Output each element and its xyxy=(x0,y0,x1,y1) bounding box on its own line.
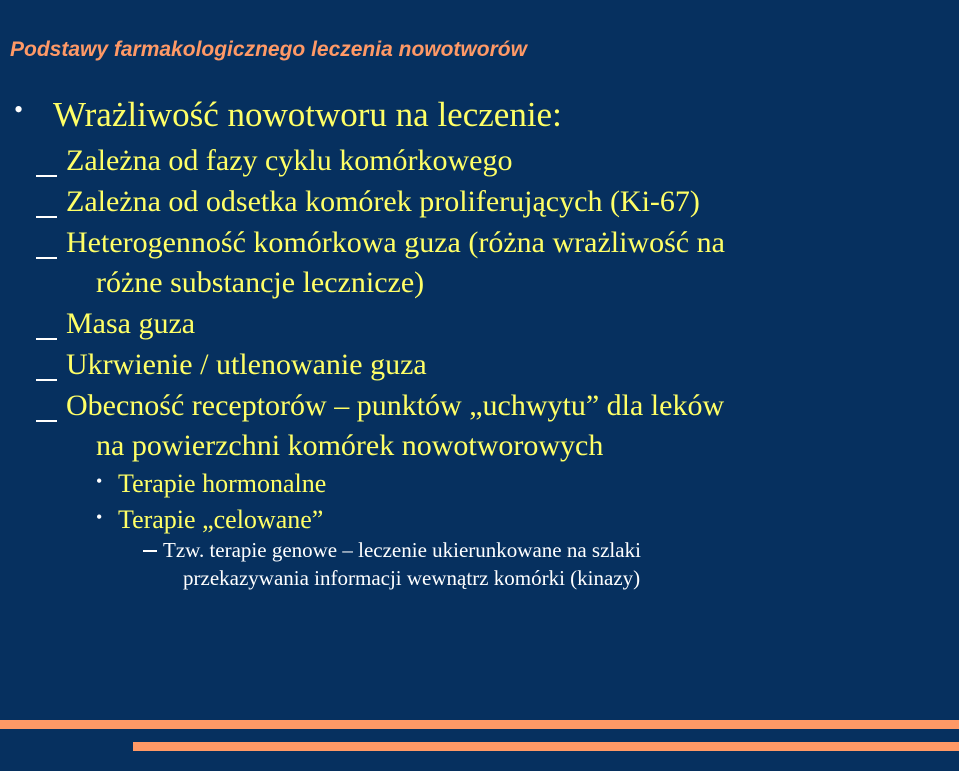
bullet-icon: • xyxy=(96,507,103,527)
list-item: Ukrwienie / utlenowanie guza xyxy=(66,348,427,381)
sub-item: Terapie hormonalne xyxy=(118,469,327,498)
decorative-bar-top xyxy=(0,720,959,729)
dash-icon xyxy=(36,257,57,259)
slide-title: Podstawy farmakologicznego leczenia nowotworów xyxy=(10,38,527,61)
list-item: Zależna od odsetka komórek proliferujących (Ki-67) xyxy=(66,185,700,218)
sub-sub-item-continuation: przekazywania informacji wewnątrz komórki (kinazy) xyxy=(183,566,641,590)
dash-icon xyxy=(36,420,57,422)
sub-sub-item: Tzw. terapie genowe – leczenie ukierunkowane na szlaki xyxy=(163,538,641,562)
bullet-icon: • xyxy=(14,95,24,124)
dash-icon xyxy=(143,550,157,552)
sub-item: Terapie „celowane” xyxy=(118,505,324,534)
list-item: Heterogenność komórkowa guza (różna wrażliwość na xyxy=(66,226,725,259)
dash-icon xyxy=(36,379,57,381)
decorative-bar-bottom xyxy=(133,742,959,751)
dash-icon xyxy=(36,338,57,340)
list-item-continuation: różne substancje lecznicze) xyxy=(96,266,425,299)
bullet-icon: • xyxy=(96,471,103,491)
list-item-continuation: na powierzchni komórek nowotworowych xyxy=(96,429,604,462)
list-item: Zależna od fazy cyklu komórkowego xyxy=(66,144,513,177)
main-heading: Wrażliwość nowotworu na leczenie: xyxy=(53,95,562,134)
list-item: Masa guza xyxy=(66,307,196,340)
list-item: Obecność receptorów – punktów „uchwytu” dla leków xyxy=(66,389,725,422)
dash-icon xyxy=(36,175,57,177)
dash-icon xyxy=(36,216,57,218)
